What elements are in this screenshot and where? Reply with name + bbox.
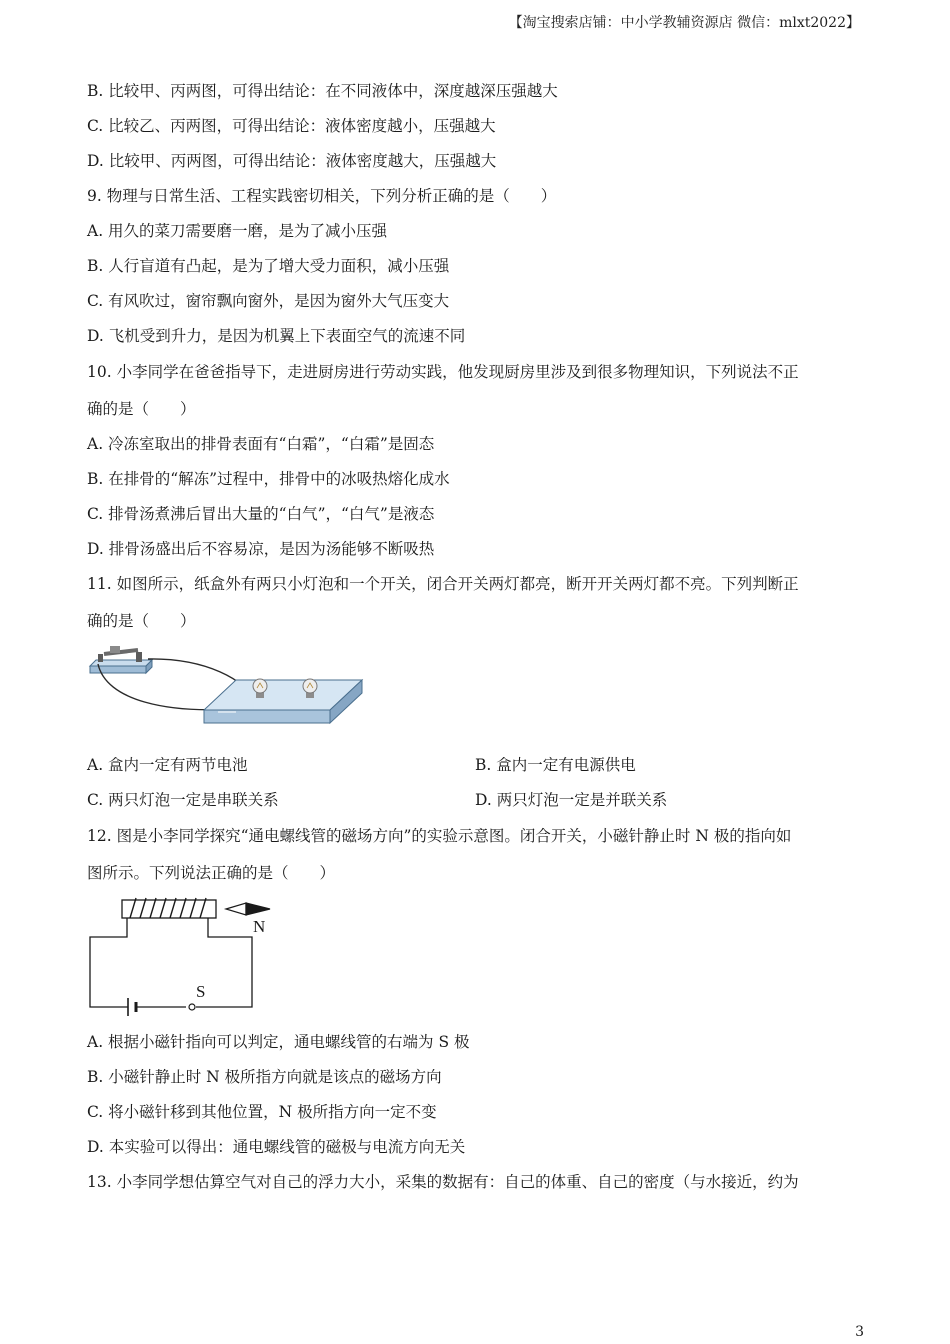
option-12c: C. 将小磁针移到其他位置，N 极所指方向一定不变 [87,1103,437,1121]
question-11: 11. 如图所示，纸盒外有两只小灯泡和一个开关，闭合开关两灯都亮，断开开关两灯都不亮。下列判断正 [87,575,799,593]
question-11-cont: 确的是（ ） [87,612,196,630]
page-number: 3 [855,1324,864,1340]
option-12a: A. 根据小磁针指向可以判定，通电螺线管的右端为 S 极 [87,1033,470,1051]
option-11c: C. 两只灯泡一定是串联关系 [87,791,279,809]
option-11a: A. 盒内一定有两节电池 [87,756,248,774]
option-9d: D. 飞机受到升力，是因为机翼上下表面空气的流速不同 [87,327,466,345]
question-13: 13. 小李同学想估算空气对自己的浮力大小，采集的数据有：自己的体重、自己的密度（与水接近，约为 [87,1173,799,1191]
circuit-box-figure [86,640,376,735]
option-9a: A. 用久的菜刀需要磨一磨，是为了减小压强 [87,222,388,240]
question-10: 10. 小李同学在爸爸指导下，走进厨房进行劳动实践，他发现厨房里涉及到很多物理知识，下列说法不正 [87,363,799,381]
question-12: 12. 图是小李同学探究“通电螺线管的磁场方向”的实验示意图。闭合开关，小磁针静止时 N 极的指向如 [87,827,792,845]
option-8c: C. 比较乙、丙两图，可得出结论：液体密度越小，压强越大 [87,117,496,135]
option-10b: B. 在排骨的“解冻”过程中，排骨中的冰吸热熔化成水 [87,470,450,488]
option-11d: D. 两只灯泡一定是并联关系 [475,791,668,809]
option-12b: B. 小磁针静止时 N 极所指方向就是该点的磁场方向 [87,1068,442,1086]
question-12-cont: 图所示。下列说法正确的是（ ） [87,864,336,882]
option-11b: B. 盒内一定有电源供电 [475,756,636,774]
option-12d: D. 本实验可以得出：通电螺线管的磁极与电流方向无关 [87,1138,466,1156]
option-10d: D. 排骨汤盛出后不容易凉，是因为汤能够不断吸热 [87,540,435,558]
option-9c: C. 有风吹过，窗帘飘向窗外，是因为窗外大气压变大 [87,292,450,310]
option-10a: A. 冷冻室取出的排骨表面有“白霜”，“白霜”是固态 [87,435,435,453]
option-10c: C. 排骨汤煮沸后冒出大量的“白气”，“白气”是液态 [87,505,435,523]
question-9: 9. 物理与日常生活、工程实践密切相关，下列分析正确的是（ ） [87,187,557,205]
solenoid-circuit-figure [86,892,286,1022]
question-10-cont: 确的是（ ） [87,400,196,418]
option-9b: B. 人行盲道有凸起，是为了增大受力面积，减小压强 [87,257,450,275]
page-header: 【淘宝搜索店铺：中小学教辅资源店 微信：mlxt2022】 [508,15,860,31]
option-8b: B. 比较甲、丙两图，可得出结论：在不同液体中，深度越深压强越大 [87,82,558,100]
n-pole-label: N [253,917,266,936]
option-8d: D. 比较甲、丙两图，可得出结论：液体密度越大，压强越大 [87,152,497,170]
switch-label: S [196,982,206,1001]
